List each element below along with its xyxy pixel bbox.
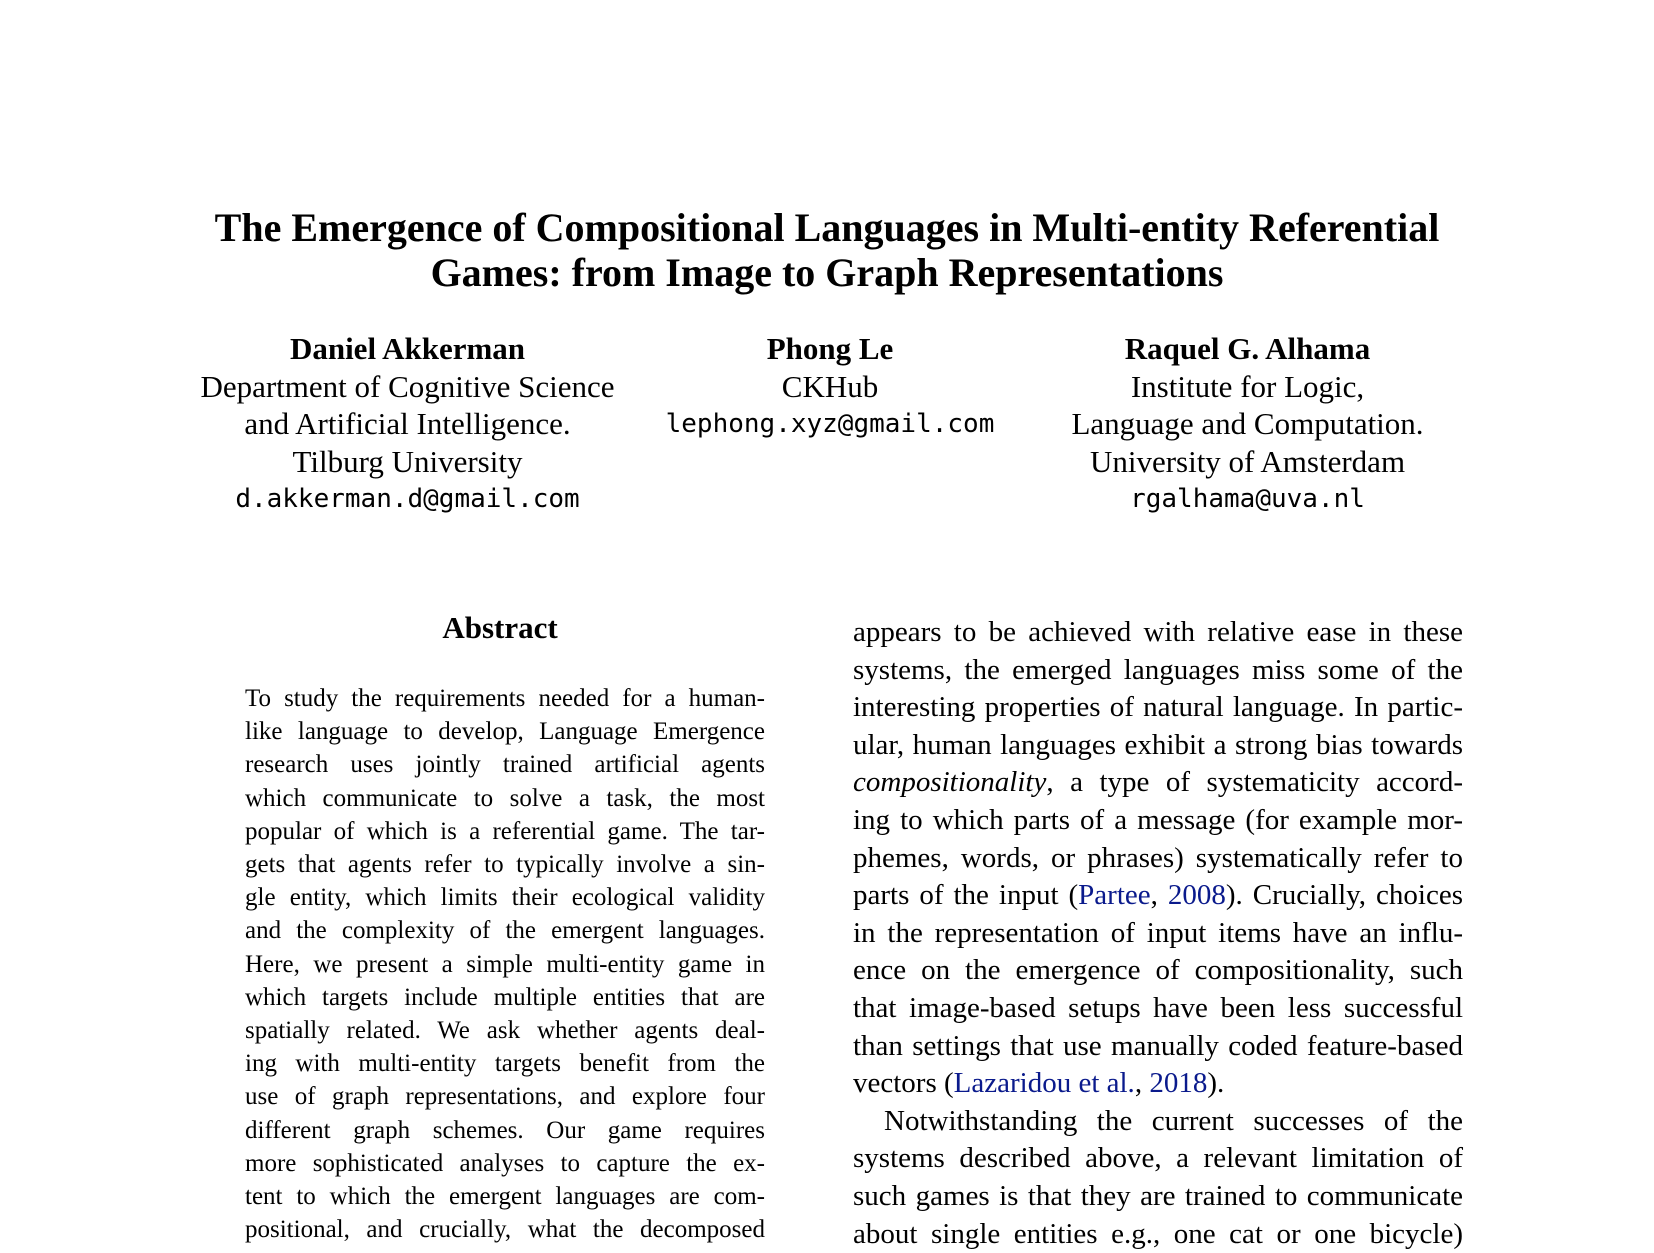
author-affiliation: Institute for Logic, bbox=[1040, 368, 1455, 406]
text-run: ). bbox=[1207, 1067, 1224, 1099]
emphasis-term: compositionality bbox=[853, 766, 1046, 798]
author-email: lephong.xyz@gmail.com bbox=[640, 405, 1020, 443]
body-line bbox=[853, 764, 1463, 802]
abstract-line: research uses jointly trained artificial agents bbox=[245, 748, 765, 781]
body-line: phemes, words, or phrases) systematically refer to bbox=[853, 840, 1463, 878]
author-affiliation: and Artificial Intelligence. bbox=[180, 405, 635, 443]
abstract-line: Here, we present a simple multi-entity game in bbox=[245, 948, 765, 981]
author-email: rgalhama@uva.nl bbox=[1040, 480, 1455, 518]
body-line: than settings that use manually coded feature-based bbox=[853, 1028, 1463, 1066]
abstract-line: tent to which the emergent languages are com- bbox=[245, 1180, 765, 1213]
abstract-line: gets that agents refer to typically involve a sin- bbox=[245, 848, 765, 881]
text-run: , a type of systematicity accord- bbox=[1046, 766, 1463, 798]
abstract-line: different graph schemes. Our game requires bbox=[245, 1114, 765, 1147]
author-email: d.akkerman.d@gmail.com bbox=[180, 480, 635, 518]
paper-title bbox=[0, 205, 1654, 295]
abstract-line: like language to develop, Language Emergence bbox=[245, 715, 765, 748]
abstract-line: popular of which is a referential game. The tar- bbox=[245, 815, 765, 848]
body-line: systems described above, a relevant limitation of bbox=[853, 1140, 1463, 1178]
body-line: interesting properties of natural language. In partic- bbox=[853, 689, 1463, 727]
abstract-line: spatially related. We ask whether agents deal- bbox=[245, 1014, 765, 1047]
body-line: ing to which parts of a message (for example mor- bbox=[853, 802, 1463, 840]
abstract-line: ing with multi-entity targets benefit from the bbox=[245, 1047, 765, 1080]
author-affiliation: Language and Computation. bbox=[1040, 405, 1455, 443]
author-name: Phong Le bbox=[640, 330, 1020, 368]
author-affiliation: Tilburg University bbox=[180, 443, 635, 481]
citation-link-partee[interactable]: Partee bbox=[1078, 879, 1150, 911]
abstract-line: use of graph representations, and explore four bbox=[245, 1080, 765, 1113]
abstract-line: positional, and crucially, what the decomposed bbox=[245, 1213, 765, 1246]
abstract-heading: Abstract bbox=[245, 610, 755, 646]
author-affiliation: Department of Cognitive Science bbox=[180, 368, 635, 406]
body-line bbox=[853, 1065, 1463, 1103]
text-run: parts of the input ( bbox=[853, 879, 1078, 911]
title-line-2: Games: from Image to Graph Representations bbox=[0, 250, 1654, 295]
author-block bbox=[640, 330, 1020, 443]
author-name: Raquel G. Alhama bbox=[1040, 330, 1455, 368]
text-run: ). Crucially, choices bbox=[1226, 879, 1463, 911]
citation-year-link-partee[interactable]: 2008 bbox=[1168, 879, 1226, 911]
author-block bbox=[180, 330, 635, 518]
text-run: , bbox=[1135, 1067, 1150, 1099]
body-line: appears to be achieved with relative ease in these bbox=[853, 614, 1463, 652]
body-line: that image-based setups have been less successful bbox=[853, 990, 1463, 1028]
abstract-line: and the complexity of the emergent languages. bbox=[245, 914, 765, 947]
abstract-body bbox=[245, 682, 765, 1246]
title-line-1: The Emergence of Compositional Languages in Multi-entity Referential bbox=[0, 205, 1654, 250]
body-line: about single entities e.g., one cat or one bicycle) bbox=[853, 1216, 1463, 1253]
citation-year-link-lazaridou[interactable]: 2018 bbox=[1149, 1067, 1207, 1099]
abstract-line: To study the requirements needed for a human- bbox=[245, 682, 765, 715]
body-line bbox=[853, 877, 1463, 915]
body-line: ular, human languages exhibit a strong bias towards bbox=[853, 727, 1463, 765]
text-run: vectors ( bbox=[853, 1067, 954, 1099]
body-line: in the representation of input items have an influ- bbox=[853, 915, 1463, 953]
body-line: systems, the emerged languages miss some of the bbox=[853, 652, 1463, 690]
author-affiliation: CKHub bbox=[640, 368, 1020, 406]
abstract-line: more sophisticated analyses to capture the ex- bbox=[245, 1147, 765, 1180]
body-line: Notwithstanding the current successes of the bbox=[853, 1103, 1463, 1141]
abstract-line: which targets include multiple entities that are bbox=[245, 981, 765, 1014]
citation-link-lazaridou[interactable]: Lazaridou et al. bbox=[954, 1067, 1135, 1099]
author-affiliation: University of Amsterdam bbox=[1040, 443, 1455, 481]
author-name: Daniel Akkerman bbox=[180, 330, 635, 368]
abstract-line: gle entity, which limits their ecological validity bbox=[245, 881, 765, 914]
body-text-right-column bbox=[853, 614, 1463, 1253]
text-run: , bbox=[1151, 879, 1168, 911]
body-line: ence on the emergence of compositionality, such bbox=[853, 952, 1463, 990]
author-block bbox=[1040, 330, 1455, 518]
body-line: such games is that they are trained to communicate bbox=[853, 1178, 1463, 1216]
abstract-line: which communicate to solve a task, the most bbox=[245, 782, 765, 815]
